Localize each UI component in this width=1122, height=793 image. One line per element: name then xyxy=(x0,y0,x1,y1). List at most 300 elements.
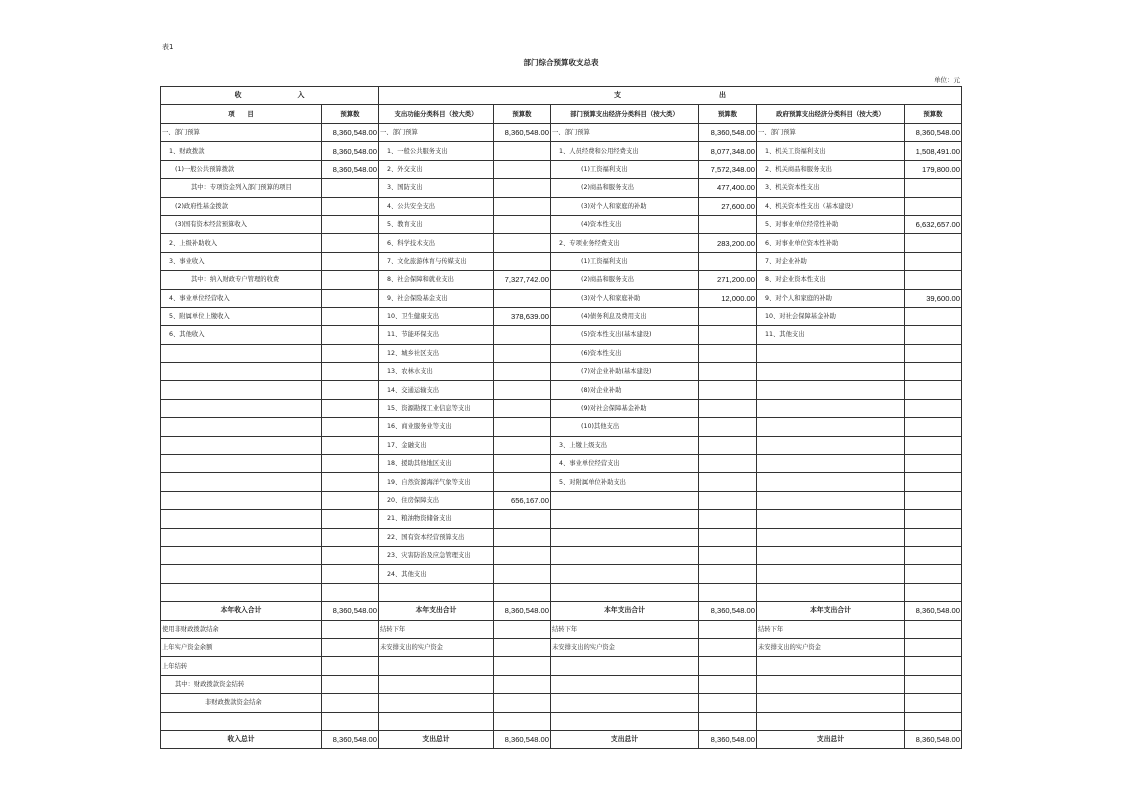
subtotal-row-amount: 8,360,548.00 xyxy=(699,602,757,620)
subtotal-row-amount: 8,360,548.00 xyxy=(494,602,551,620)
income-item: 6、其他收入 xyxy=(161,326,322,344)
function-class-amount xyxy=(494,252,551,270)
table-row xyxy=(161,179,962,197)
total-row-label: 支出总计 xyxy=(551,730,699,748)
expense-amount xyxy=(905,712,962,730)
gov-econ-class-amount xyxy=(905,307,962,325)
expense-amount xyxy=(699,694,757,712)
gov-econ-class-item: 3、机关资本性支出 xyxy=(757,179,905,197)
function-class-amount xyxy=(494,289,551,307)
income-item: 上年结转 xyxy=(161,657,322,675)
dept-econ-class-amount: 27,600.00 xyxy=(699,197,757,215)
dept-econ-class-amount xyxy=(699,326,757,344)
function-class-item: 一、部门预算 xyxy=(379,124,494,142)
function-class-item: 5、教育支出 xyxy=(379,215,494,233)
function-class-item: 6、科学技术支出 xyxy=(379,234,494,252)
subtotal-row xyxy=(161,602,962,620)
table-row xyxy=(161,326,962,344)
expense-item xyxy=(379,712,494,730)
income-amount xyxy=(322,418,379,436)
gov-econ-class-item xyxy=(757,546,905,564)
gov-econ-class-item: 8、对企业资本性支出 xyxy=(757,271,905,289)
dept-econ-class-item: (3)对个人和家庭补助 xyxy=(551,289,699,307)
dept-econ-class-amount xyxy=(699,528,757,546)
function-class-amount: 8,360,548.00 xyxy=(494,124,551,142)
table-row xyxy=(161,234,962,252)
expense-amount xyxy=(905,675,962,693)
table-row xyxy=(161,344,962,362)
income-amount xyxy=(322,657,379,675)
table-row xyxy=(161,215,962,233)
income-amount xyxy=(322,326,379,344)
income-item: 其中：财政拨款资金结转 xyxy=(161,675,322,693)
expense-amount xyxy=(905,638,962,656)
gov-econ-class-amount xyxy=(905,271,962,289)
expense-item xyxy=(757,694,905,712)
function-class-item: 22、国有资本经营预算支出 xyxy=(379,528,494,546)
income-amount xyxy=(322,271,379,289)
function-class-item: 2、外交支出 xyxy=(379,160,494,178)
function-class-amount xyxy=(494,418,551,436)
total-row xyxy=(161,730,962,748)
dept-econ-class-amount xyxy=(699,252,757,270)
dept-econ-class-amount: 477,400.00 xyxy=(699,179,757,197)
expense-amount xyxy=(699,675,757,693)
gov-econ-class-item: 6、对事业单位资本性补助 xyxy=(757,234,905,252)
income-amount xyxy=(322,510,379,528)
function-class-amount xyxy=(494,142,551,160)
income-item xyxy=(161,491,322,509)
function-class-item: 23、灾害防治及应急管理支出 xyxy=(379,546,494,564)
total-row-amount: 8,360,548.00 xyxy=(905,730,962,748)
function-class-amount xyxy=(494,215,551,233)
expense-amount xyxy=(905,620,962,638)
function-class-amount xyxy=(494,546,551,564)
dept-econ-class-item: (7)对企业补助(基本建设) xyxy=(551,363,699,381)
income-amount xyxy=(322,436,379,454)
dept-econ-class-item: 3、上缴上级支出 xyxy=(551,436,699,454)
function-class-amount xyxy=(494,455,551,473)
function-class-item: 20、住房保障支出 xyxy=(379,491,494,509)
gov-econ-class-item xyxy=(757,583,905,601)
dept-econ-class-item xyxy=(551,565,699,583)
expense-amount xyxy=(494,638,551,656)
income-amount xyxy=(322,344,379,362)
function-class-item: 11、节能环保支出 xyxy=(379,326,494,344)
col-header-budget: 预算数 xyxy=(699,105,757,124)
dept-econ-class-amount: 12,000.00 xyxy=(699,289,757,307)
function-class-item: 9、社会保险基金支出 xyxy=(379,289,494,307)
expense-item: 结转下年 xyxy=(757,620,905,638)
expense-item xyxy=(551,694,699,712)
expense-amount xyxy=(494,657,551,675)
gov-econ-class-item: 11、其他支出 xyxy=(757,326,905,344)
dept-econ-class-amount xyxy=(699,344,757,362)
subtotal-row-label: 本年支出合计 xyxy=(757,602,905,620)
dept-econ-class-amount: 283,200.00 xyxy=(699,234,757,252)
gov-econ-class-item xyxy=(757,399,905,417)
income-amount xyxy=(322,583,379,601)
total-row-amount: 8,360,548.00 xyxy=(494,730,551,748)
function-class-item: 4、公共安全支出 xyxy=(379,197,494,215)
function-class-item: 17、金融支出 xyxy=(379,436,494,454)
dept-econ-class-amount xyxy=(699,363,757,381)
income-item xyxy=(161,565,322,583)
dept-econ-class-item: (3)对个人和家庭的补助 xyxy=(551,197,699,215)
gov-econ-class-amount xyxy=(905,197,962,215)
income-item xyxy=(161,712,322,730)
subtotal-row-amount: 8,360,548.00 xyxy=(322,602,379,620)
gov-econ-class-item xyxy=(757,565,905,583)
dept-econ-class-amount xyxy=(699,307,757,325)
gov-econ-class-amount: 1,508,491.00 xyxy=(905,142,962,160)
dept-econ-class-item: (8)对企业补助 xyxy=(551,381,699,399)
gov-econ-class-amount: 8,360,548.00 xyxy=(905,124,962,142)
dept-econ-class-item: (4)资本性支出 xyxy=(551,215,699,233)
gov-econ-class-item: 9、对个人和家庭的补助 xyxy=(757,289,905,307)
income-item: 3、事业收入 xyxy=(161,252,322,270)
dept-econ-class-amount xyxy=(699,418,757,436)
col-header-function-class: 支出功能分类科目（按大类） xyxy=(379,105,494,124)
dept-econ-class-item: (2)商品和服务支出 xyxy=(551,271,699,289)
gov-econ-class-item xyxy=(757,418,905,436)
col-header-budget: 预算数 xyxy=(905,105,962,124)
dept-econ-class-item: (1)工资福利支出 xyxy=(551,252,699,270)
income-amount xyxy=(322,455,379,473)
table-row xyxy=(161,436,962,454)
income-amount xyxy=(322,473,379,491)
subtotal-row-label: 本年支出合计 xyxy=(551,602,699,620)
expense-item xyxy=(551,657,699,675)
dept-econ-class-item: (5)资本性支出(基本建设) xyxy=(551,326,699,344)
income-item xyxy=(161,381,322,399)
function-class-amount xyxy=(494,436,551,454)
gov-econ-class-amount xyxy=(905,399,962,417)
table-row xyxy=(161,197,962,215)
income-amount xyxy=(322,528,379,546)
gov-econ-class-item xyxy=(757,455,905,473)
function-class-item: 3、国防支出 xyxy=(379,179,494,197)
function-class-amount xyxy=(494,234,551,252)
income-header: 收 入 xyxy=(161,87,379,105)
income-amount xyxy=(322,675,379,693)
income-amount xyxy=(322,638,379,656)
dept-econ-class-amount xyxy=(699,215,757,233)
dept-econ-class-amount: 8,360,548.00 xyxy=(699,124,757,142)
dept-econ-class-item: 2、专项业务经费支出 xyxy=(551,234,699,252)
table-row xyxy=(161,528,962,546)
total-row-label: 收入总计 xyxy=(161,730,322,748)
gov-econ-class-item: 1、机关工资福利支出 xyxy=(757,142,905,160)
income-amount xyxy=(322,234,379,252)
expense-amount xyxy=(494,694,551,712)
income-item: 其中：纳入财政专户管理的收费 xyxy=(161,271,322,289)
expense-item xyxy=(757,712,905,730)
expense-amount xyxy=(699,657,757,675)
income-amount: 8,360,548.00 xyxy=(322,142,379,160)
function-class-item: 1、一般公共服务支出 xyxy=(379,142,494,160)
table-row xyxy=(161,252,962,270)
function-class-amount: 656,167.00 xyxy=(494,491,551,509)
dept-econ-class-item: 5、对附属单位补助支出 xyxy=(551,473,699,491)
function-class-amount xyxy=(494,565,551,583)
dept-econ-class-amount: 7,572,348.00 xyxy=(699,160,757,178)
function-class-amount xyxy=(494,160,551,178)
gov-econ-class-amount xyxy=(905,455,962,473)
income-amount xyxy=(322,712,379,730)
income-item xyxy=(161,363,322,381)
income-amount xyxy=(322,179,379,197)
function-class-amount xyxy=(494,363,551,381)
gov-econ-class-amount xyxy=(905,491,962,509)
income-item xyxy=(161,418,322,436)
expense-item: 结转下年 xyxy=(551,620,699,638)
expense-item: 未安排支出的实户资金 xyxy=(379,638,494,656)
function-class-item: 8、社会保障和就业支出 xyxy=(379,271,494,289)
table-row xyxy=(161,307,962,325)
income-item: 4、事业单位经营收入 xyxy=(161,289,322,307)
table-row xyxy=(161,124,962,142)
table-row xyxy=(161,675,962,693)
income-amount: 8,360,548.00 xyxy=(322,124,379,142)
dept-econ-class-amount xyxy=(699,583,757,601)
expense-amount xyxy=(494,675,551,693)
gov-econ-class-item xyxy=(757,510,905,528)
income-amount xyxy=(322,363,379,381)
gov-econ-class-amount xyxy=(905,344,962,362)
income-amount xyxy=(322,491,379,509)
dept-econ-class-amount xyxy=(699,546,757,564)
income-amount xyxy=(322,546,379,564)
table-row xyxy=(161,491,962,509)
function-class-item: 16、商业服务业等支出 xyxy=(379,418,494,436)
function-class-amount xyxy=(494,510,551,528)
income-amount xyxy=(322,620,379,638)
table-row xyxy=(161,399,962,417)
function-class-item xyxy=(379,583,494,601)
dept-econ-class-amount: 271,200.00 xyxy=(699,271,757,289)
income-amount xyxy=(322,565,379,583)
gov-econ-class-amount xyxy=(905,546,962,564)
function-class-item: 7、文化旅游体育与传媒支出 xyxy=(379,252,494,270)
gov-econ-class-item: 7、对企业补助 xyxy=(757,252,905,270)
table-row xyxy=(161,565,962,583)
gov-econ-class-amount xyxy=(905,418,962,436)
gov-econ-class-amount xyxy=(905,179,962,197)
expense-item: 未安排支出的实户资金 xyxy=(757,638,905,656)
income-amount xyxy=(322,694,379,712)
dept-econ-class-amount xyxy=(699,491,757,509)
total-row-amount: 8,360,548.00 xyxy=(322,730,379,748)
dept-econ-class-item xyxy=(551,583,699,601)
total-row-label: 支出总计 xyxy=(757,730,905,748)
gov-econ-class-amount xyxy=(905,583,962,601)
expense-item: 结转下年 xyxy=(379,620,494,638)
table-row xyxy=(161,657,962,675)
dept-econ-class-item: (4)债务利息及费用支出 xyxy=(551,307,699,325)
gov-econ-class-item: 5、对事业单位经常性补助 xyxy=(757,215,905,233)
income-item: (3)国有资本经营预算收入 xyxy=(161,215,322,233)
function-class-amount xyxy=(494,583,551,601)
dept-econ-class-item: 1、人员经费和公用经费支出 xyxy=(551,142,699,160)
expense-item xyxy=(757,657,905,675)
income-amount xyxy=(322,289,379,307)
income-item: 1、财政拨款 xyxy=(161,142,322,160)
table-row xyxy=(161,418,962,436)
income-item xyxy=(161,344,322,362)
dept-econ-class-item xyxy=(551,528,699,546)
gov-econ-class-item xyxy=(757,473,905,491)
expense-amount xyxy=(905,657,962,675)
gov-econ-class-amount xyxy=(905,436,962,454)
gov-econ-class-amount xyxy=(905,528,962,546)
col-header-gov-econ-class: 政府预算支出经济分类科目（按大类） xyxy=(757,105,905,124)
expense-amount xyxy=(494,620,551,638)
subtotal-row-amount: 8,360,548.00 xyxy=(905,602,962,620)
gov-econ-class-item: 一、部门预算 xyxy=(757,124,905,142)
function-class-item: 18、援助其他地区支出 xyxy=(379,455,494,473)
dept-econ-class-item: 4、事业单位经营支出 xyxy=(551,455,699,473)
income-item: 其中：专项资金列入部门预算的项目 xyxy=(161,179,322,197)
function-class-item: 14、交通运输支出 xyxy=(379,381,494,399)
income-amount xyxy=(322,197,379,215)
gov-econ-class-amount: 6,632,657.00 xyxy=(905,215,962,233)
expense-item xyxy=(551,712,699,730)
function-class-item: 12、城乡社区支出 xyxy=(379,344,494,362)
expense-header: 支 出 xyxy=(379,87,962,105)
table-row xyxy=(161,712,962,730)
function-class-item: 19、自然资源海洋气象等支出 xyxy=(379,473,494,491)
col-header-item: 项 目 xyxy=(161,105,322,124)
gov-econ-class-amount xyxy=(905,363,962,381)
table-row xyxy=(161,160,962,178)
income-item: 一、部门预算 xyxy=(161,124,322,142)
function-class-amount xyxy=(494,528,551,546)
gov-econ-class-item xyxy=(757,344,905,362)
table-row xyxy=(161,638,962,656)
function-class-amount xyxy=(494,326,551,344)
gov-econ-class-item: 2、机关商品和服务支出 xyxy=(757,160,905,178)
gov-econ-class-amount xyxy=(905,234,962,252)
expense-item xyxy=(551,675,699,693)
unit-label: 单位：元 xyxy=(934,76,960,84)
dept-econ-class-amount xyxy=(699,455,757,473)
expense-amount xyxy=(699,712,757,730)
dept-econ-class-amount xyxy=(699,565,757,583)
table-row xyxy=(161,142,962,160)
function-class-amount xyxy=(494,473,551,491)
gov-econ-class-amount xyxy=(905,326,962,344)
income-item xyxy=(161,546,322,564)
expense-item xyxy=(379,657,494,675)
expense-amount xyxy=(699,620,757,638)
income-amount xyxy=(322,252,379,270)
gov-econ-class-amount xyxy=(905,381,962,399)
dept-econ-class-item: (6)资本性支出 xyxy=(551,344,699,362)
table-row xyxy=(161,546,962,564)
subtotal-row-label: 本年收入合计 xyxy=(161,602,322,620)
function-class-item: 10、卫生健康支出 xyxy=(379,307,494,325)
dept-econ-class-amount xyxy=(699,436,757,454)
total-row-label: 支出总计 xyxy=(379,730,494,748)
income-item xyxy=(161,583,322,601)
dept-econ-class-item xyxy=(551,510,699,528)
gov-econ-class-item xyxy=(757,363,905,381)
income-amount xyxy=(322,215,379,233)
expense-amount xyxy=(905,694,962,712)
gov-econ-class-amount: 39,600.00 xyxy=(905,289,962,307)
dept-econ-class-item: (2)商品和服务支出 xyxy=(551,179,699,197)
gov-econ-class-item: 10、对社会保障基金补助 xyxy=(757,307,905,325)
table-row xyxy=(161,510,962,528)
dept-econ-class-item: (1)工资福利支出 xyxy=(551,160,699,178)
table-row xyxy=(161,289,962,307)
expense-amount xyxy=(494,712,551,730)
dept-econ-class-item: (10)其他支出 xyxy=(551,418,699,436)
income-item xyxy=(161,510,322,528)
gov-econ-class-item: 4、机关资本性支出（基本建设） xyxy=(757,197,905,215)
gov-econ-class-item xyxy=(757,381,905,399)
income-item: 2、上级补助收入 xyxy=(161,234,322,252)
table-number: 表1 xyxy=(162,43,174,51)
subtotal-row-label: 本年支出合计 xyxy=(379,602,494,620)
income-item: 上年实户资金余额 xyxy=(161,638,322,656)
expense-amount xyxy=(699,638,757,656)
dept-econ-class-amount xyxy=(699,381,757,399)
expense-item xyxy=(379,694,494,712)
function-class-amount: 378,639.00 xyxy=(494,307,551,325)
income-item: (1)一般公共预算拨款 xyxy=(161,160,322,178)
income-item: 5、附属单位上缴收入 xyxy=(161,307,322,325)
table-row xyxy=(161,363,962,381)
dept-econ-class-item: 一、部门预算 xyxy=(551,124,699,142)
income-amount xyxy=(322,307,379,325)
gov-econ-class-item xyxy=(757,436,905,454)
col-header-budget: 预算数 xyxy=(322,105,379,124)
dept-econ-class-item: (9)对社会保障基金补助 xyxy=(551,399,699,417)
function-class-item: 13、农林水支出 xyxy=(379,363,494,381)
gov-econ-class-amount xyxy=(905,510,962,528)
income-item xyxy=(161,436,322,454)
function-class-amount xyxy=(494,381,551,399)
gov-econ-class-item xyxy=(757,491,905,509)
function-class-amount xyxy=(494,179,551,197)
income-item xyxy=(161,528,322,546)
table-row xyxy=(161,381,962,399)
total-row-amount: 8,360,548.00 xyxy=(699,730,757,748)
page-title: 部门综合预算收支总表 xyxy=(523,58,599,67)
gov-econ-class-amount xyxy=(905,565,962,583)
dept-econ-class-amount xyxy=(699,473,757,491)
income-amount: 8,360,548.00 xyxy=(322,160,379,178)
table-row xyxy=(161,473,962,491)
income-item: (2)政府性基金拨款 xyxy=(161,197,322,215)
expense-item xyxy=(757,675,905,693)
function-class-amount xyxy=(494,197,551,215)
table-row xyxy=(161,583,962,601)
gov-econ-class-amount xyxy=(905,473,962,491)
dept-econ-class-amount xyxy=(699,510,757,528)
income-item xyxy=(161,455,322,473)
income-amount xyxy=(322,399,379,417)
table-row xyxy=(161,694,962,712)
income-item: 非财政拨款资金结余 xyxy=(161,694,322,712)
income-item xyxy=(161,399,322,417)
table-row xyxy=(161,455,962,473)
function-class-amount xyxy=(494,399,551,417)
table-row xyxy=(161,271,962,289)
income-item xyxy=(161,473,322,491)
